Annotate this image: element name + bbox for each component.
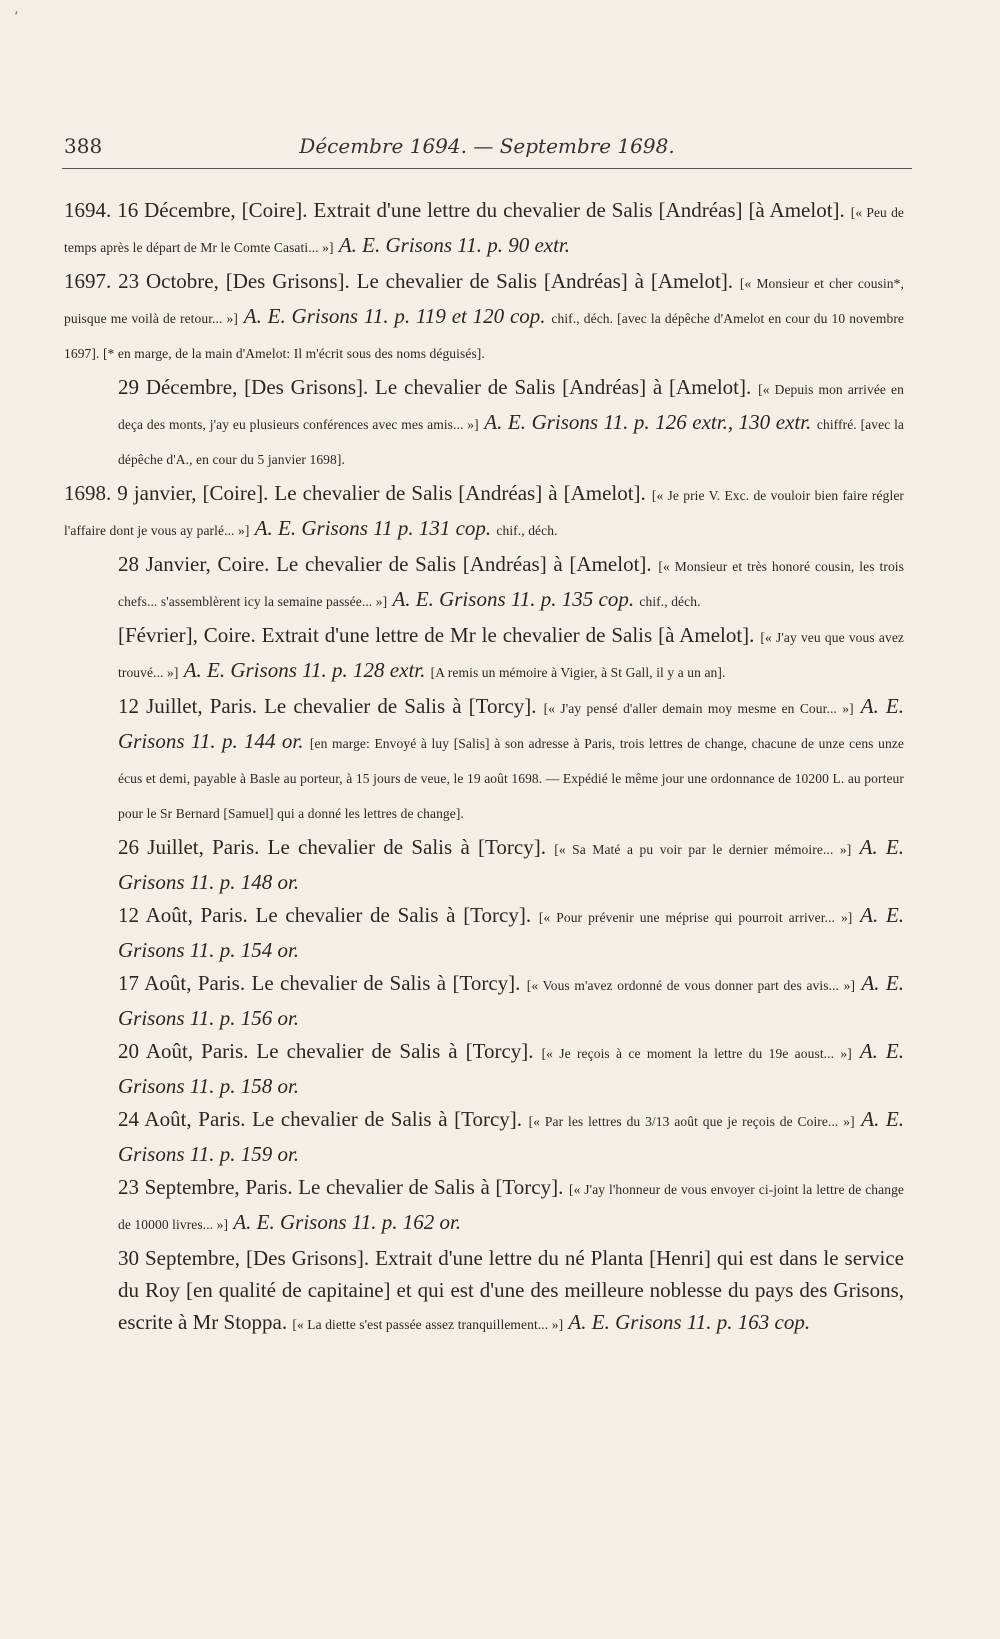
entry-reference: A. E. Grisons 11. p. 156 or. [118,971,905,1030]
entry-incipit: [« Depuis mon arrivée en deça des monts, j'ay eu plusieurs conférences avec mes amis... »] [118,382,904,432]
entry-head: 29 Décembre, [Des Grisons]. Le chevalier de Salis [Andréas] à [Amelot]. [118,375,752,399]
entry [118,1171,904,1241]
entry-reference: A. E. Grisons 11. p. 163 cop. [568,1310,811,1334]
header-rule [62,168,912,169]
entry-incipit: [« J'ay pensé d'aller demain moy mesme en Cour... »] [543,701,854,716]
entry-reference: A. E. Grisons 11. p. 126 extr., 130 extr. [484,410,812,434]
entry-head: 17 Août, Paris. Le chevalier de Salis à [Torcy]. [118,971,521,995]
entry [118,371,904,476]
entry-reference: A. E. Grisons 11. p. 90 extr. [338,233,571,257]
entry [64,194,904,264]
entry-reference: A. E. Grisons 11 p. 131 cop. [254,516,492,540]
entry [118,1103,904,1170]
entry-head: 12 Juillet, Paris. Le chevalier de Salis à [Torcy]. [118,694,537,718]
entry-head: 30 Septembre, [Des Grisons]. Extrait d'une lettre du né Planta [Henri] qui est dans le service du Roy [en qualité de capitaine] et qui est d'une des meilleure noblesse du pays des Grisons, escrite à Mr Stoppa. [118,1246,904,1334]
entry [118,831,904,898]
entry-head: 23 Septembre, Paris. Le chevalier de Salis à [Torcy]. [118,1175,564,1199]
entry-incipit: [« Vous m'avez ordonné de vous donner part des avis... »] [526,978,856,993]
entry-reference: A. E. Grisons 11. p. 159 or. [118,1107,905,1166]
entry-incipit: [« Je reçois à ce moment la lettre du 19e aoust... »] [541,1046,852,1061]
entry-note: [en marge: Envoyé à luy [Salis] à son adresse à Paris, trois lettres de change, chacune de unze cens unze écus et demi, payable à Basle au porteur, à 15 jours de veue, le 19 août 1698. — Expédié le même jour une ordonnance de 10200 L. au porteur pour le Sr Bernard [Samuel] qui a donné les lettres de change]. [118,736,904,821]
entry-incipit: [« Je prie V. Exc. de vouloir bien faire régler l'affaire dont je vous ay parlé... »] [64,488,905,538]
entry-incipit: [« Sa Maté a pu voir par le dernier mémoire... »] [554,842,852,857]
entry-reference: A. E. Grisons 11. p. 128 extr. [183,658,426,682]
entry-incipit: [« Monsieur et très honoré cousin, les trois chefs... s'assemblèrent icy la semaine passée... »] [118,559,905,609]
entry-note: chif., déch. [avec la dépêche d'Amelot en cour du 10 novembre 1697]. [* en marge, de la main d'Amelot: Il m'écrit sous des noms déguisés]. [64,311,905,361]
entry [118,619,904,689]
page-number: 388 [64,134,103,158]
entry [118,1242,904,1341]
entry-reference: A. E. Grisons 11. p. 158 or. [118,1039,905,1098]
entry [118,967,904,1034]
entry [64,265,904,370]
entry [118,1035,904,1102]
entry-head: 1698. 9 janvier, [Coire]. Le chevalier de Salis [Andréas] à [Amelot]. [64,481,646,505]
entry [118,690,904,830]
entry-reference: A. E. Grisons 11. p. 135 cop. [392,587,635,611]
entry-reference: A. E. Grisons 11. p. 144 or. [118,694,905,753]
entry-list [64,194,905,1342]
entry-note: [A remis un mémoire à Vigier, à St Gall, il y a un an]. [430,665,726,680]
entry-reference: A. E. Grisons 11. p. 148 or. [118,835,904,894]
entry-incipit: [« Par les lettres du 3/13 août que je reçois de Coire... »] [528,1114,855,1129]
entry-reference: A. E. Grisons 11. p. 119 et 120 cop. [243,304,546,328]
entry-head: 28 Janvier, Coire. Le chevalier de Salis [Andréas] à [Amelot]. [118,552,652,576]
entry-head: 1694. 16 Décembre, [Coire]. Extrait d'une lettre du chevalier de Salis [Andréas] [à Amelot]. [64,198,845,222]
entry-head: [Février], Coire. Extrait d'une lettre de Mr le chevalier de Salis [à Amelot]. [118,623,755,647]
entry-reference: A. E. Grisons 11. p. 162 or. [233,1210,462,1234]
entry-head: 12 Août, Paris. Le chevalier de Salis à [Torcy]. [118,903,532,927]
margin-mark: ʻ [14,10,19,25]
entry-head: 1697. 23 Octobre, [Des Grisons]. Le chevalier de Salis [Andréas] à [Amelot]. [64,269,734,293]
running-title: Décembre 1694. — Septembre 1698. [299,134,675,158]
entry-incipit: [« Pour prévenir une méprise qui pourroit arriver... »] [538,910,853,925]
entry-incipit: [« J'ay l'honneur de vous envoyer ci-joint la lettre de change de 10000 livres... »] [118,1182,905,1232]
entry-head: 26 Juillet, Paris. Le chevalier de Salis à [Torcy]. [118,835,546,859]
entry [118,899,904,966]
entry-incipit: [« J'ay veu que vous avez trouvé... »] [118,630,905,680]
entry-incipit: [« Monsieur et cher cousin*, puisque me voilà de retour... »] [64,276,904,326]
entry-incipit: [« La diette s'est passée assez tranquillement... »] [292,1317,564,1332]
entry-head: 20 Août, Paris. Le chevalier de Salis à [Torcy]. [118,1039,534,1063]
entry [64,477,904,547]
entry-incipit: [« Peu de temps après le départ de Mr le Comte Casati... »] [64,205,905,255]
entry-note: chiffré. [avec la dépêche d'A., en cour du 5 janvier 1698]. [118,417,905,467]
entry-reference: A. E. Grisons 11. p. 154 or. [118,903,905,962]
entry [118,548,904,618]
entry-head: 24 Août, Paris. Le chevalier de Salis à [Torcy]. [118,1107,523,1131]
entry-note: chif., déch. [496,523,558,538]
entry-note: chif., déch. [639,594,701,609]
